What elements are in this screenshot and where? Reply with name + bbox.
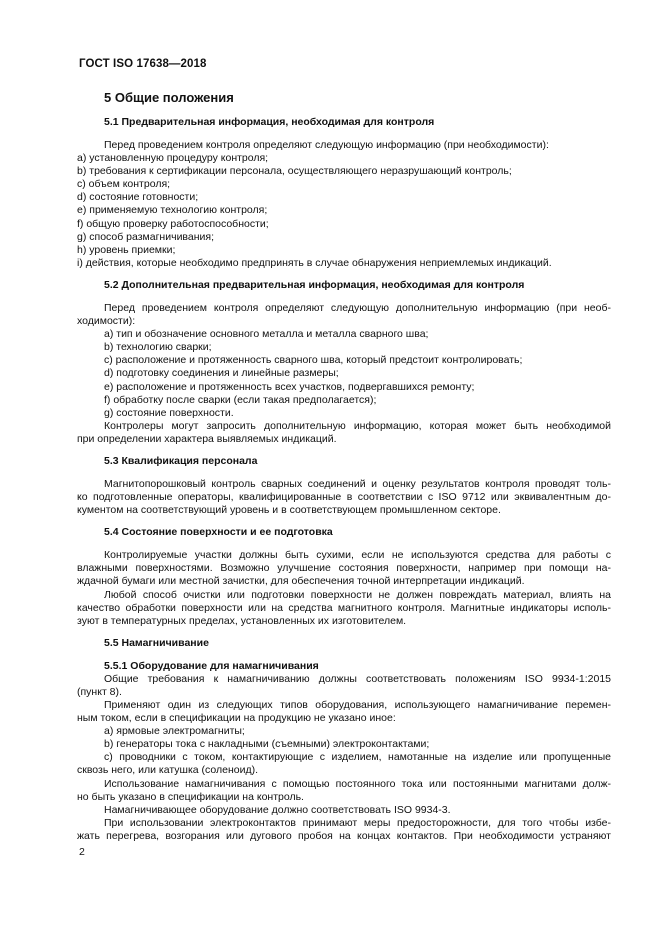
section-5-3-line3: кументом на соответствующий уровень и в соответствующем промышленном секторе.	[77, 504, 501, 517]
section-5-5-1-p1-line2: (пункт 8).	[77, 685, 122, 698]
section-5-2-intro-line1: Перед проведением контроля определяют следующую дополнительную информацию (при необ-	[104, 301, 611, 314]
section-5-5-1-p1-line1: Общие требования к намагничиванию должны соответствовать положениям ISO 9934-1:2015	[104, 672, 611, 685]
section-5-2-outro-line2: при определении характера выявляемых индикаций.	[77, 432, 337, 445]
list-item: f) общую проверку работоспособности;	[77, 217, 269, 230]
section-5-title: 5 Общие положения	[104, 90, 234, 105]
section-5-5-1-p3-line2: но быть указано в спецификации на контроль.	[77, 790, 304, 803]
section-5-1-intro: Перед проведением контроля определяют следующую информацию (при необходимости):	[104, 139, 549, 151]
section-5-5-1-p4: Намагничивающее оборудование должно соответствовать ISO 9934-3.	[104, 803, 451, 816]
list-item: i) действия, которые необходимо предпринять в случае обнаружения неприемлемых индикаций.	[77, 256, 552, 269]
list-item: a) тип и обозначение основного металла и металла сварного шва;	[104, 328, 429, 341]
list-item: h) уровень приемки;	[77, 243, 176, 256]
list-item: e) расположение и протяженность всех участков, подвергавшихся ремонту;	[104, 380, 475, 393]
section-5-2-list	[104, 328, 611, 420]
list-item: c) проводники с током, контактирующие с изделием, намотанные на изделие или пропущенные	[104, 751, 611, 764]
section-5-4-p2-line2: качество обработки поверхности или на средства магнитного контроля. Магнитные индикаторы исполь-	[77, 601, 611, 614]
section-5-4-p1-line1: Контролируемые участки должны быть сухими, если не используются средства для работы с	[104, 549, 611, 562]
document-header: ГОСТ ISO 17638—2018	[79, 58, 207, 70]
list-item-continuation: сквозь него, или катушка (соленоид).	[77, 764, 259, 777]
section-5-4-p2-line1: Любой способ очистки или подготовки поверхности не должен повреждать материал, влиять на	[104, 588, 611, 601]
list-item: c) объем контроля;	[77, 178, 171, 191]
section-5-5-1-title: 5.5.1 Оборудование для намагничивания	[104, 659, 319, 672]
list-item: g) состояние поверхности.	[104, 406, 234, 419]
list-item: a) установленную процедуру контроля;	[77, 152, 269, 165]
list-item: e) применяемую технологию контроля;	[77, 204, 268, 217]
section-5-5-1-p2-line2: ным током, если в спецификации на продукцию не указано иное:	[77, 712, 396, 725]
section-5-3-line2: ко подготовленные операторы, квалифицированные в соответствии с ISO 9712 или эквивалентным до-	[77, 491, 611, 504]
section-5-3-line1: Магнитопорошковый контроль сварных соединений и оценку результатов контроля проводят толь-	[104, 477, 611, 490]
section-5-4-p2-line3: зуют в температурных пределах, установленных их изготовителем.	[77, 614, 407, 627]
section-5-4-p1-line3: ждачной бумаги или местной зачистки, для обеспечения точной интерпретации индикаций.	[77, 575, 525, 588]
section-5-3-title: 5.3 Квалификация персонала	[104, 454, 258, 467]
list-item: b) генераторы тока с накладными (съемными) электроконтактами;	[104, 738, 430, 751]
section-5-5-1-p3-line1: Использование намагничивания с помощью постоянного тока или постоянными магнитами долж-	[104, 777, 611, 790]
section-5-4-title: 5.4 Состояние поверхности и ее подготовка	[104, 526, 333, 539]
section-5-5-1-p2-line1: Применяют один из следующих типов оборудования, использующего намагничивание перемен-	[104, 699, 611, 711]
list-item: a) ярмовые электромагниты;	[104, 725, 245, 738]
section-5-2-title: 5.2 Дополнительная предварительная информация, необходимая для контроля	[104, 278, 525, 291]
section-5-4-p1-line2: влажными поверхностями. Возможно улучшение состояния поверхности, например при помощи на-	[77, 562, 611, 575]
section-5-1-title: 5.1 Предварительная информация, необходимая для контроля	[104, 116, 435, 128]
list-item: c) расположение и протяженность сварного шва, который предстоит контролировать;	[104, 354, 523, 367]
section-5-1-list	[77, 152, 611, 270]
list-item: b) требования к сертификации персонала, осуществляющего неразрушающий контроль;	[77, 165, 512, 178]
list-item: b) технологию сварки;	[104, 341, 212, 354]
list-item: d) подготовку соединения и линейные размеры;	[104, 367, 339, 380]
document-body	[77, 90, 611, 843]
list-item: d) состояние готовности;	[77, 191, 199, 204]
section-5-5-title: 5.5 Намагничивание	[104, 636, 209, 649]
list-item: f) обработку после сварки (если такая предполагается);	[104, 393, 377, 406]
section-5-2-intro-line2: ходимости):	[77, 315, 136, 328]
list-item: g) способ размагничивания;	[77, 230, 214, 243]
section-5-2-outro-line1: Контролеры могут запросить дополнительную информацию, которая может быть необходимой	[104, 419, 611, 432]
section-5-5-1-p5-line2: жать перегрева, возгорания или дугового пробоя на концах контактов. При необходимости устраняют	[77, 829, 611, 842]
page-number: 2	[79, 846, 85, 858]
section-5-5-1-p5-line1: При использовании электроконтактов принимают меры предосторожности, для того чтобы избе-	[104, 816, 611, 829]
